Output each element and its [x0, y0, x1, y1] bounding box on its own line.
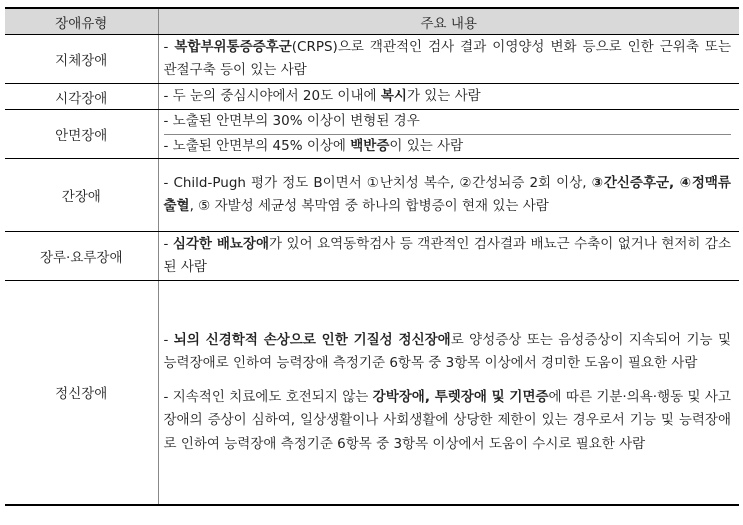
dash-marker: -	[163, 174, 174, 191]
dash-marker: -	[163, 137, 173, 154]
emphasis-text: 복시	[380, 87, 407, 104]
emphasis-text: 강박장애, 투렛장애 및 기면증	[372, 388, 549, 405]
entry-text: 지속적인 치료에도 호전되지 않는	[172, 388, 373, 405]
emphasis-text: 백반증	[350, 137, 390, 154]
dash-marker: -	[163, 113, 173, 129]
dash-marker: -	[163, 38, 175, 55]
table-row	[5, 159, 739, 232]
content-cell	[158, 232, 739, 281]
entry-text: 이 있는 사람	[389, 137, 464, 154]
content-cell	[158, 110, 739, 159]
disability-criteria-table	[5, 7, 739, 506]
content-entry	[164, 135, 732, 159]
category-cell: 장루·요루장애	[5, 232, 158, 281]
emphasis-text: ③간신증후군, ④정맥류 출혈	[163, 174, 731, 214]
header-main-content: 주요 내용	[158, 8, 739, 35]
content-entry	[164, 233, 732, 280]
dash-marker: -	[163, 331, 174, 348]
entry-text: 에 따른 기분·의욕·행동 및 사고장애의 증상이 심하여, 일상생활이나 사회생활에 상당한 제한이 있는 경우로서 기능 및 능력장애로 인하여 능력장애 측정기준 6항목 중 3항목 이상에서 도움이 수시로 필요한 사람	[163, 388, 731, 452]
content-entry	[164, 110, 732, 135]
entry-text: 노출된 안면부의 45% 이상에	[172, 137, 351, 154]
content-entry	[164, 85, 732, 109]
entry-text: , ⑤ 자발성 세균성 복막염 중 하나의 합병증이 현재 있는 사람	[189, 198, 549, 214]
category-cell: 안면장애	[5, 110, 158, 159]
entry-text: 노출된 안면부의 30% 이상이 변형된 경우	[172, 113, 420, 129]
content-cell	[158, 35, 739, 84]
entry-text: 가 있는 사람	[406, 87, 481, 104]
entry-text: 두 눈의 중심시야에서 20도 이내에	[172, 87, 381, 104]
entry-text: 로 양성증상 또는 음성증상이 지속되어 기능 및 능력장애로 인하여 능력장애 측정기준 6항목 중 3항목 이상에서 경미한 도움이 필요한 사람	[163, 331, 732, 371]
table-row	[5, 232, 739, 281]
dash-marker: -	[163, 87, 173, 104]
content-cell	[158, 84, 739, 110]
category-cell: 지체장애	[5, 35, 158, 84]
table-row	[5, 281, 739, 505]
emphasis-text: 뇌의 신경학적 손상으로 인한 기질성 정신장애	[173, 331, 451, 348]
category-cell: 시각장애	[5, 84, 158, 110]
content-entry	[164, 386, 732, 457]
table-row	[5, 110, 739, 159]
emphasis-text: 복합부위통증증후군	[174, 38, 292, 55]
dash-marker: -	[163, 388, 173, 405]
content-entry	[164, 172, 732, 219]
category-cell: 간장애	[5, 159, 158, 232]
table-header-row	[5, 8, 739, 35]
entry-text: (CRPS)으로 객관적인 검사 결과 이영양성 변화 등으로 인한 근위축 또는 관절구축 등이 있는 사람	[163, 38, 731, 78]
table-row	[5, 84, 739, 110]
entry-text: Child-Pugh 평가 정도 B이면서 ①난치성 복수, ②간성뇌증 2회 이상,	[173, 174, 592, 191]
entry-text: 가 있어 요역동학검사 등 객관적인 검사결과 배뇨근 수축이 없거나 현저히 감소된 사람	[163, 235, 731, 275]
table-row	[5, 35, 739, 84]
category-cell: 정신장애	[5, 281, 158, 505]
content-entry	[164, 36, 732, 83]
emphasis-text: 심각한 배뇨장애	[172, 235, 270, 252]
content-cell	[158, 159, 739, 232]
content-entry	[164, 329, 732, 376]
dash-marker: -	[163, 235, 173, 252]
content-cell	[158, 281, 739, 505]
header-disability-type: 장애유형	[5, 8, 158, 35]
